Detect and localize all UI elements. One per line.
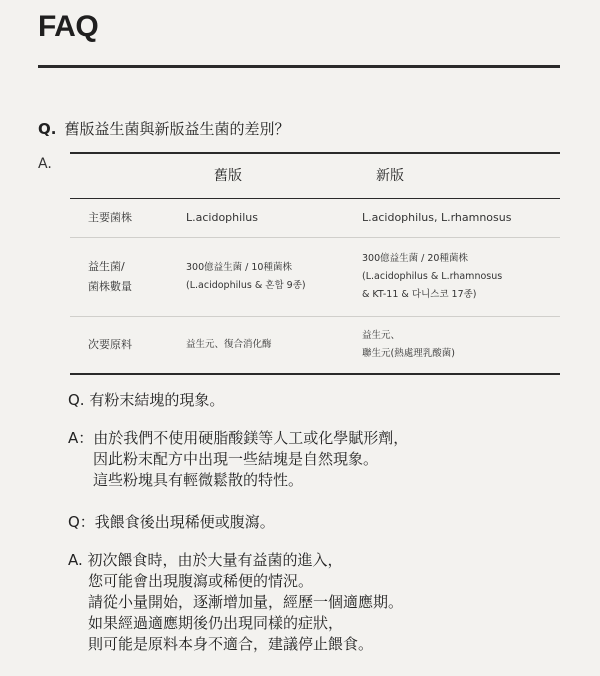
row-label-line: 菌株數量	[88, 280, 132, 293]
old-value: L.acidophilus	[186, 211, 258, 224]
question-3: Q：我餵食後出現稀便或腹瀉。	[68, 513, 275, 531]
row-label	[70, 257, 170, 297]
answer-2	[68, 428, 408, 491]
page-title: FAQ	[38, 10, 99, 43]
table-row	[70, 317, 560, 373]
answer-3-line: 則可能是原料本身不適合，建議停止餵食。	[88, 635, 374, 653]
new-value	[346, 250, 560, 304]
old-value	[170, 336, 346, 354]
answer-3-line: 請從小量開始，逐漸增加量，經歷一個適應期。	[88, 593, 404, 611]
row-label-line: 益生菌/	[88, 260, 125, 273]
old-value	[170, 259, 346, 295]
old-value-line: 300億益生菌 / 10種菌株	[186, 262, 292, 273]
table-header-row	[70, 154, 560, 199]
answer-1-prefix: A.	[38, 156, 52, 172]
answer-3-line: 您可能會出現腹瀉或稀便的情況。	[88, 572, 314, 590]
table-row	[70, 238, 560, 317]
new-value	[346, 327, 560, 363]
new-value: L.acidophilus, L.rhamnosus	[362, 211, 512, 224]
table-row	[70, 199, 560, 238]
question-1-prefix: Q.	[38, 120, 57, 138]
new-value-line: 益生元、	[362, 330, 401, 341]
new-value-line: & KT-11 & 다니스코 17종)	[362, 289, 477, 300]
question-1	[38, 118, 289, 139]
answer-3	[68, 550, 403, 655]
table-header-new: 新版	[376, 168, 404, 184]
comparison-table	[70, 152, 560, 375]
question-1-text: 舊版益生菌與新版益生菌的差別？	[64, 120, 290, 138]
answer-3-line: A. 初次餵食時，由於大量有益菌的進入，	[68, 551, 343, 569]
answer-2-line: A：由於我們不使用硬脂酸鎂等人工或化學賦形劑，	[68, 429, 409, 447]
row-label: 主要菌株	[88, 211, 132, 224]
answer-2-line: 因此粉末配方中出現一些結塊是自然現象。	[93, 450, 379, 468]
new-value-line: (L.acidophilus & L.rhamnosus	[362, 271, 503, 282]
new-value-line: 聯生元(熱處理乳酸菌)	[362, 348, 455, 359]
question-2: Q. 有粉末結塊的現象。	[68, 391, 225, 409]
old-value-line: (L.acidophilus & 혼합 9종)	[186, 280, 306, 291]
answer-2-line: 這些粉塊具有輕微鬆散的特性。	[93, 471, 304, 489]
old-value-line: 益生元、復合消化酶	[186, 339, 272, 350]
row-label: 次要原料	[88, 338, 132, 351]
table-header-old: 舊版	[214, 168, 242, 184]
title-divider	[38, 65, 560, 68]
answer-3-line: 如果經過適應期後仍出現同樣的症狀，	[88, 614, 344, 632]
new-value-line: 300億益生菌 / 20種菌株	[362, 253, 468, 264]
